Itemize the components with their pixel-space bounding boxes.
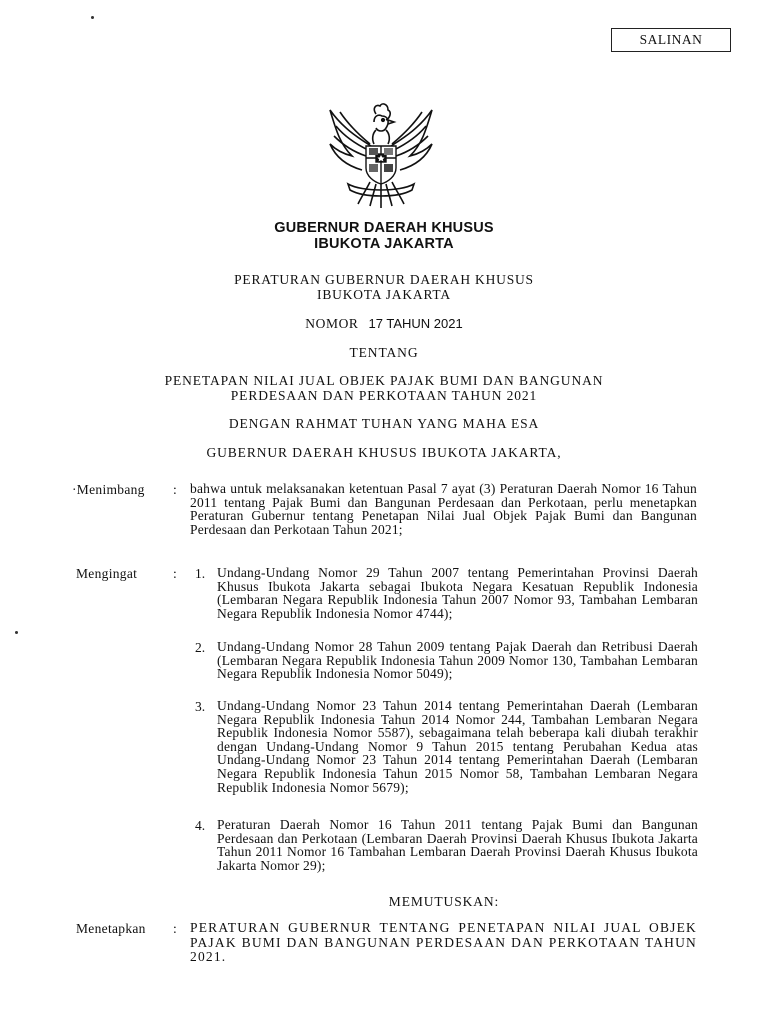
mengingat-colon: : [173, 566, 177, 581]
regulation-type [0, 272, 768, 302]
governor-title-line1: GUBERNUR DAERAH KHUSUS [274, 220, 494, 236]
mengingat-item-text: Peraturan Daerah Nomor 16 Tahun 2011 tentang Pajak Bumi dan Bangunan Perdesaan dan Perkotaan (Lembaran Daerah Provinsi Daerah Khusus Ibukota Jakarta Tahun 2011 Nomor 16 Tambahan Lembaran Daerah Provinsi Daerah Khusus Ibukota Jakarta Nomor 29); [217, 817, 698, 873]
number-value: 17 TAHUN 2021 [368, 316, 463, 331]
menimbang-text: bahwa untuk melaksanakan ketentuan Pasal 7 ayat (3) Peraturan Daerah Nomor 16 Tahun 2011 tentang Pajak Bumi dan Bangunan Perdesaan dan Perkotaan, perlu menetapkan Peraturan Gubernur tentang Penetapan Nilai Jual Objek Pajak Bumi dan Bangunan Perdesaan dan Perkotaan Tahun 2021; [190, 481, 697, 537]
menetapkan-label: Menetapkan [76, 921, 146, 936]
regulation-subject [0, 373, 768, 403]
menetapkan-colon: : [173, 921, 177, 936]
menetapkan-text: PERATURAN GUBERNUR TENTANG PENETAPAN NILAI JUAL OBJEK PAJAK BUMI DAN BANGUNAN PERDESAAN DAN PERKOTAAN TAHUN 2021. [190, 920, 697, 964]
menimbang-colon: : [173, 482, 177, 497]
mengingat-item-number: 4. [195, 818, 206, 833]
mengingat-item-number: 1. [195, 566, 206, 581]
salinan-stamp: SALINAN [611, 28, 731, 52]
about-heading: TENTANG [349, 345, 419, 360]
regulation-type-line2: IBUKOTA JAKARTA [317, 287, 451, 302]
subject-line2: PERDESAAN DAN PERKOTAAN TAHUN 2021 [230, 388, 538, 403]
governor-title-line2: IBUKOTA JAKARTA [314, 236, 454, 252]
menimbang-label: ·Menimbang [72, 482, 145, 497]
issuer-heading: GUBERNUR DAERAH KHUSUS IBUKOTA JAKARTA, [206, 445, 562, 460]
blessing-heading: DENGAN RAHMAT TUHAN YANG MAHA ESA [228, 416, 540, 431]
mengingat-item-text: Undang-Undang Nomor 29 Tahun 2007 tentang Pemerintahan Provinsi Daerah Khusus Ibukota Jakarta sebagai Ibukota Negara Kesatuan Republik Indonesia (Lembaran Negara Republik Indonesia Tahun 2007 Nomor 93, Tambahan Lembaran Negara Republik Indonesia Nomor 4744); [217, 565, 698, 621]
regulation-number [0, 316, 768, 332]
mengingat-label: Mengingat [76, 566, 138, 581]
mengingat-item-number: 2. [195, 640, 206, 655]
scan-speck [15, 631, 18, 634]
mengingat-item-number: 3. [195, 699, 206, 714]
governor-title [0, 220, 768, 252]
number-label: NOMOR [305, 316, 359, 331]
garuda-pancasila-emblem-icon [322, 100, 440, 212]
subject-line1: PENETAPAN NILAI JUAL OBJEK PAJAK BUMI DAN BANGUNAN [164, 373, 604, 388]
mengingat-item-text: Undang-Undang Nomor 28 Tahun 2009 tentang Pajak Daerah dan Retribusi Daerah (Lembaran Negara Republik Indonesia Tahun 2009 Nomor 130, Tambahan Lembaran Negara Republik Indonesia Nomor 5049); [217, 639, 698, 682]
scan-speck [91, 16, 94, 19]
regulation-type-line1: PERATURAN GUBERNUR DAERAH KHUSUS [234, 272, 534, 287]
mengingat-item-text: Undang-Undang Nomor 23 Tahun 2014 tentang Pemerintahan Daerah (Lembaran Negara Republik Indonesia Tahun 2014 Nomor 244, Tambahan Lembaran Negara Republik Indonesia Nomor 5587), sebagaimana telah beberapa kali diubah terakhir dengan Undang-Undang Nomor 9 Tahun 2015 tentang Perubahan Kedua atas Undang-Undang Nomor 23 Tahun 2014 tentang Pemerintahan Daerah (Lembaran Negara Republik Indonesia Tahun 2015 Nomor 58, Tambahan Lembaran Negara Republik Indonesia Nomor 5679); [217, 698, 698, 795]
decision-heading: MEMUTUSKAN: [388, 894, 500, 909]
